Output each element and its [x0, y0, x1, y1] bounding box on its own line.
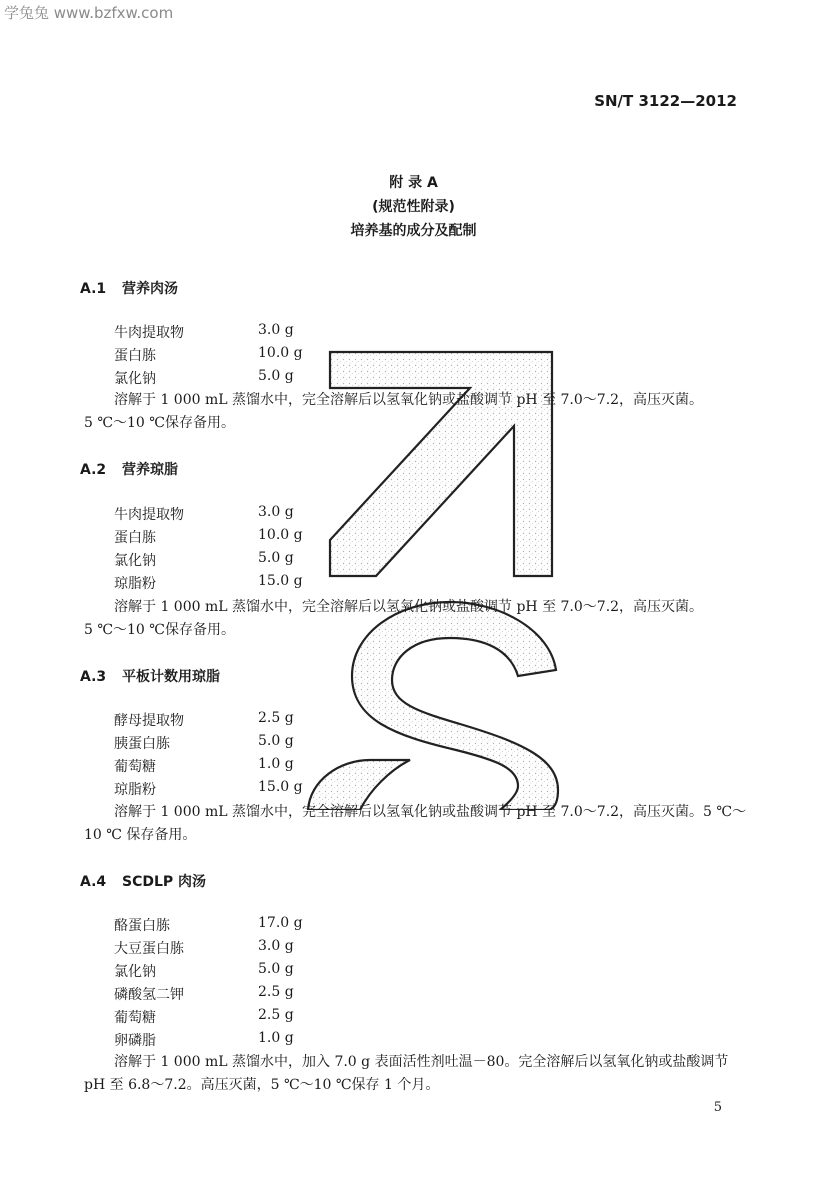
- appendix-subtitle: (规范性附录): [372, 199, 455, 215]
- ingredient-name: 大豆蛋白胨: [114, 941, 184, 957]
- ingredient-amount: 1.0 g: [258, 1030, 294, 1046]
- preparation-text: 溶解于 1 000 mL 蒸馏水中，完全溶解后以氢氧化钠或盐酸调节 pH 至 7.0～7.2，高压灭菌。: [114, 392, 704, 408]
- ingredient-name: 葡萄糖: [114, 1010, 156, 1026]
- ingredient-amount: 10.0 g: [258, 345, 303, 361]
- preparation-text: 溶解于 1 000 mL 蒸馏水中，完全溶解后以氢氧化钠或盐酸调节 pH 至 7.0～7.2，高压灭菌。5 ℃～: [114, 804, 747, 820]
- preparation-text: 溶解于 1 000 mL 蒸馏水中，加入 7.0 g 表面活性剂吐温－80。完全溶解后以氢氧化钠或盐酸调节: [114, 1054, 729, 1070]
- ingredient-name: 酵母提取物: [114, 713, 184, 729]
- preparation-text: pH 至 6.8～7.2。高压灭菌，5 ℃～10 ℃保存 1 个月。: [84, 1077, 440, 1093]
- sn-watermark-logo: [300, 340, 562, 810]
- ingredient-name: 琼脂粉: [114, 576, 156, 592]
- section-title: 营养琼脂: [122, 462, 178, 478]
- ingredient-amount: 5.0 g: [258, 733, 294, 749]
- ingredient-amount: 3.0 g: [258, 504, 294, 520]
- standard-number: SN/T 3122—2012: [594, 92, 737, 110]
- preparation-text: 5 ℃～10 ℃保存备用。: [84, 622, 235, 638]
- ingredient-name: 胰蛋白胨: [114, 736, 170, 752]
- ingredient-amount: 15.0 g: [258, 573, 303, 589]
- ingredient-amount: 5.0 g: [258, 550, 294, 566]
- section-heading: [80, 459, 178, 479]
- ingredient-amount: 3.0 g: [258, 322, 294, 338]
- ingredient-amount: 5.0 g: [258, 368, 294, 384]
- ingredient-amount: 10.0 g: [258, 527, 303, 543]
- section-number: A.1: [80, 281, 107, 297]
- section-heading: [80, 278, 178, 298]
- ingredient-name: 牛肉提取物: [114, 507, 184, 523]
- ingredient-name: 蛋白胨: [114, 348, 156, 364]
- ingredient-name: 磷酸氢二钾: [114, 987, 184, 1003]
- appendix-heading: 培养基的成分及配制: [350, 223, 477, 239]
- ingredient-name: 氯化钠: [114, 371, 156, 387]
- ingredient-name: 琼脂粉: [114, 782, 156, 798]
- section-title: 平板计数用琼脂: [122, 669, 220, 685]
- section-heading: [80, 871, 206, 891]
- appendix-title: 附 录 A: [389, 175, 438, 191]
- section-title: SCDLP 肉汤: [122, 874, 207, 890]
- ingredient-amount: 2.5 g: [258, 710, 294, 726]
- ingredient-name: 氯化钠: [114, 553, 156, 569]
- ingredient-amount: 2.5 g: [258, 984, 294, 1000]
- preparation-text: 溶解于 1 000 mL 蒸馏水中，完全溶解后以氢氧化钠或盐酸调节 pH 至 7.0～7.2，高压灭菌。: [114, 599, 704, 615]
- ingredient-name: 酪蛋白胨: [114, 918, 170, 934]
- ingredient-name: 牛肉提取物: [114, 325, 184, 341]
- ingredient-name: 卵磷脂: [114, 1033, 156, 1049]
- ingredient-name: 蛋白胨: [114, 530, 156, 546]
- ingredient-name: 氯化钠: [114, 964, 156, 980]
- ingredient-amount: 1.0 g: [258, 756, 294, 772]
- section-title: 营养肉汤: [122, 281, 178, 297]
- ingredient-amount: 2.5 g: [258, 1007, 294, 1023]
- ingredient-amount: 5.0 g: [258, 961, 294, 977]
- section-heading: [80, 666, 220, 686]
- ingredient-amount: 17.0 g: [258, 915, 303, 931]
- preparation-text: 10 ℃ 保存备用。: [84, 827, 197, 843]
- section-number: A.2: [80, 462, 107, 478]
- ingredient-amount: 15.0 g: [258, 779, 303, 795]
- ingredient-amount: 3.0 g: [258, 938, 294, 954]
- site-watermark: 学兔兔 www.bzfxw.com: [4, 4, 174, 22]
- page-number: 5: [713, 1100, 722, 1115]
- ingredient-name: 葡萄糖: [114, 759, 156, 775]
- section-number: A.3: [80, 669, 107, 685]
- section-number: A.4: [80, 874, 107, 890]
- preparation-text: 5 ℃～10 ℃保存备用。: [84, 415, 235, 431]
